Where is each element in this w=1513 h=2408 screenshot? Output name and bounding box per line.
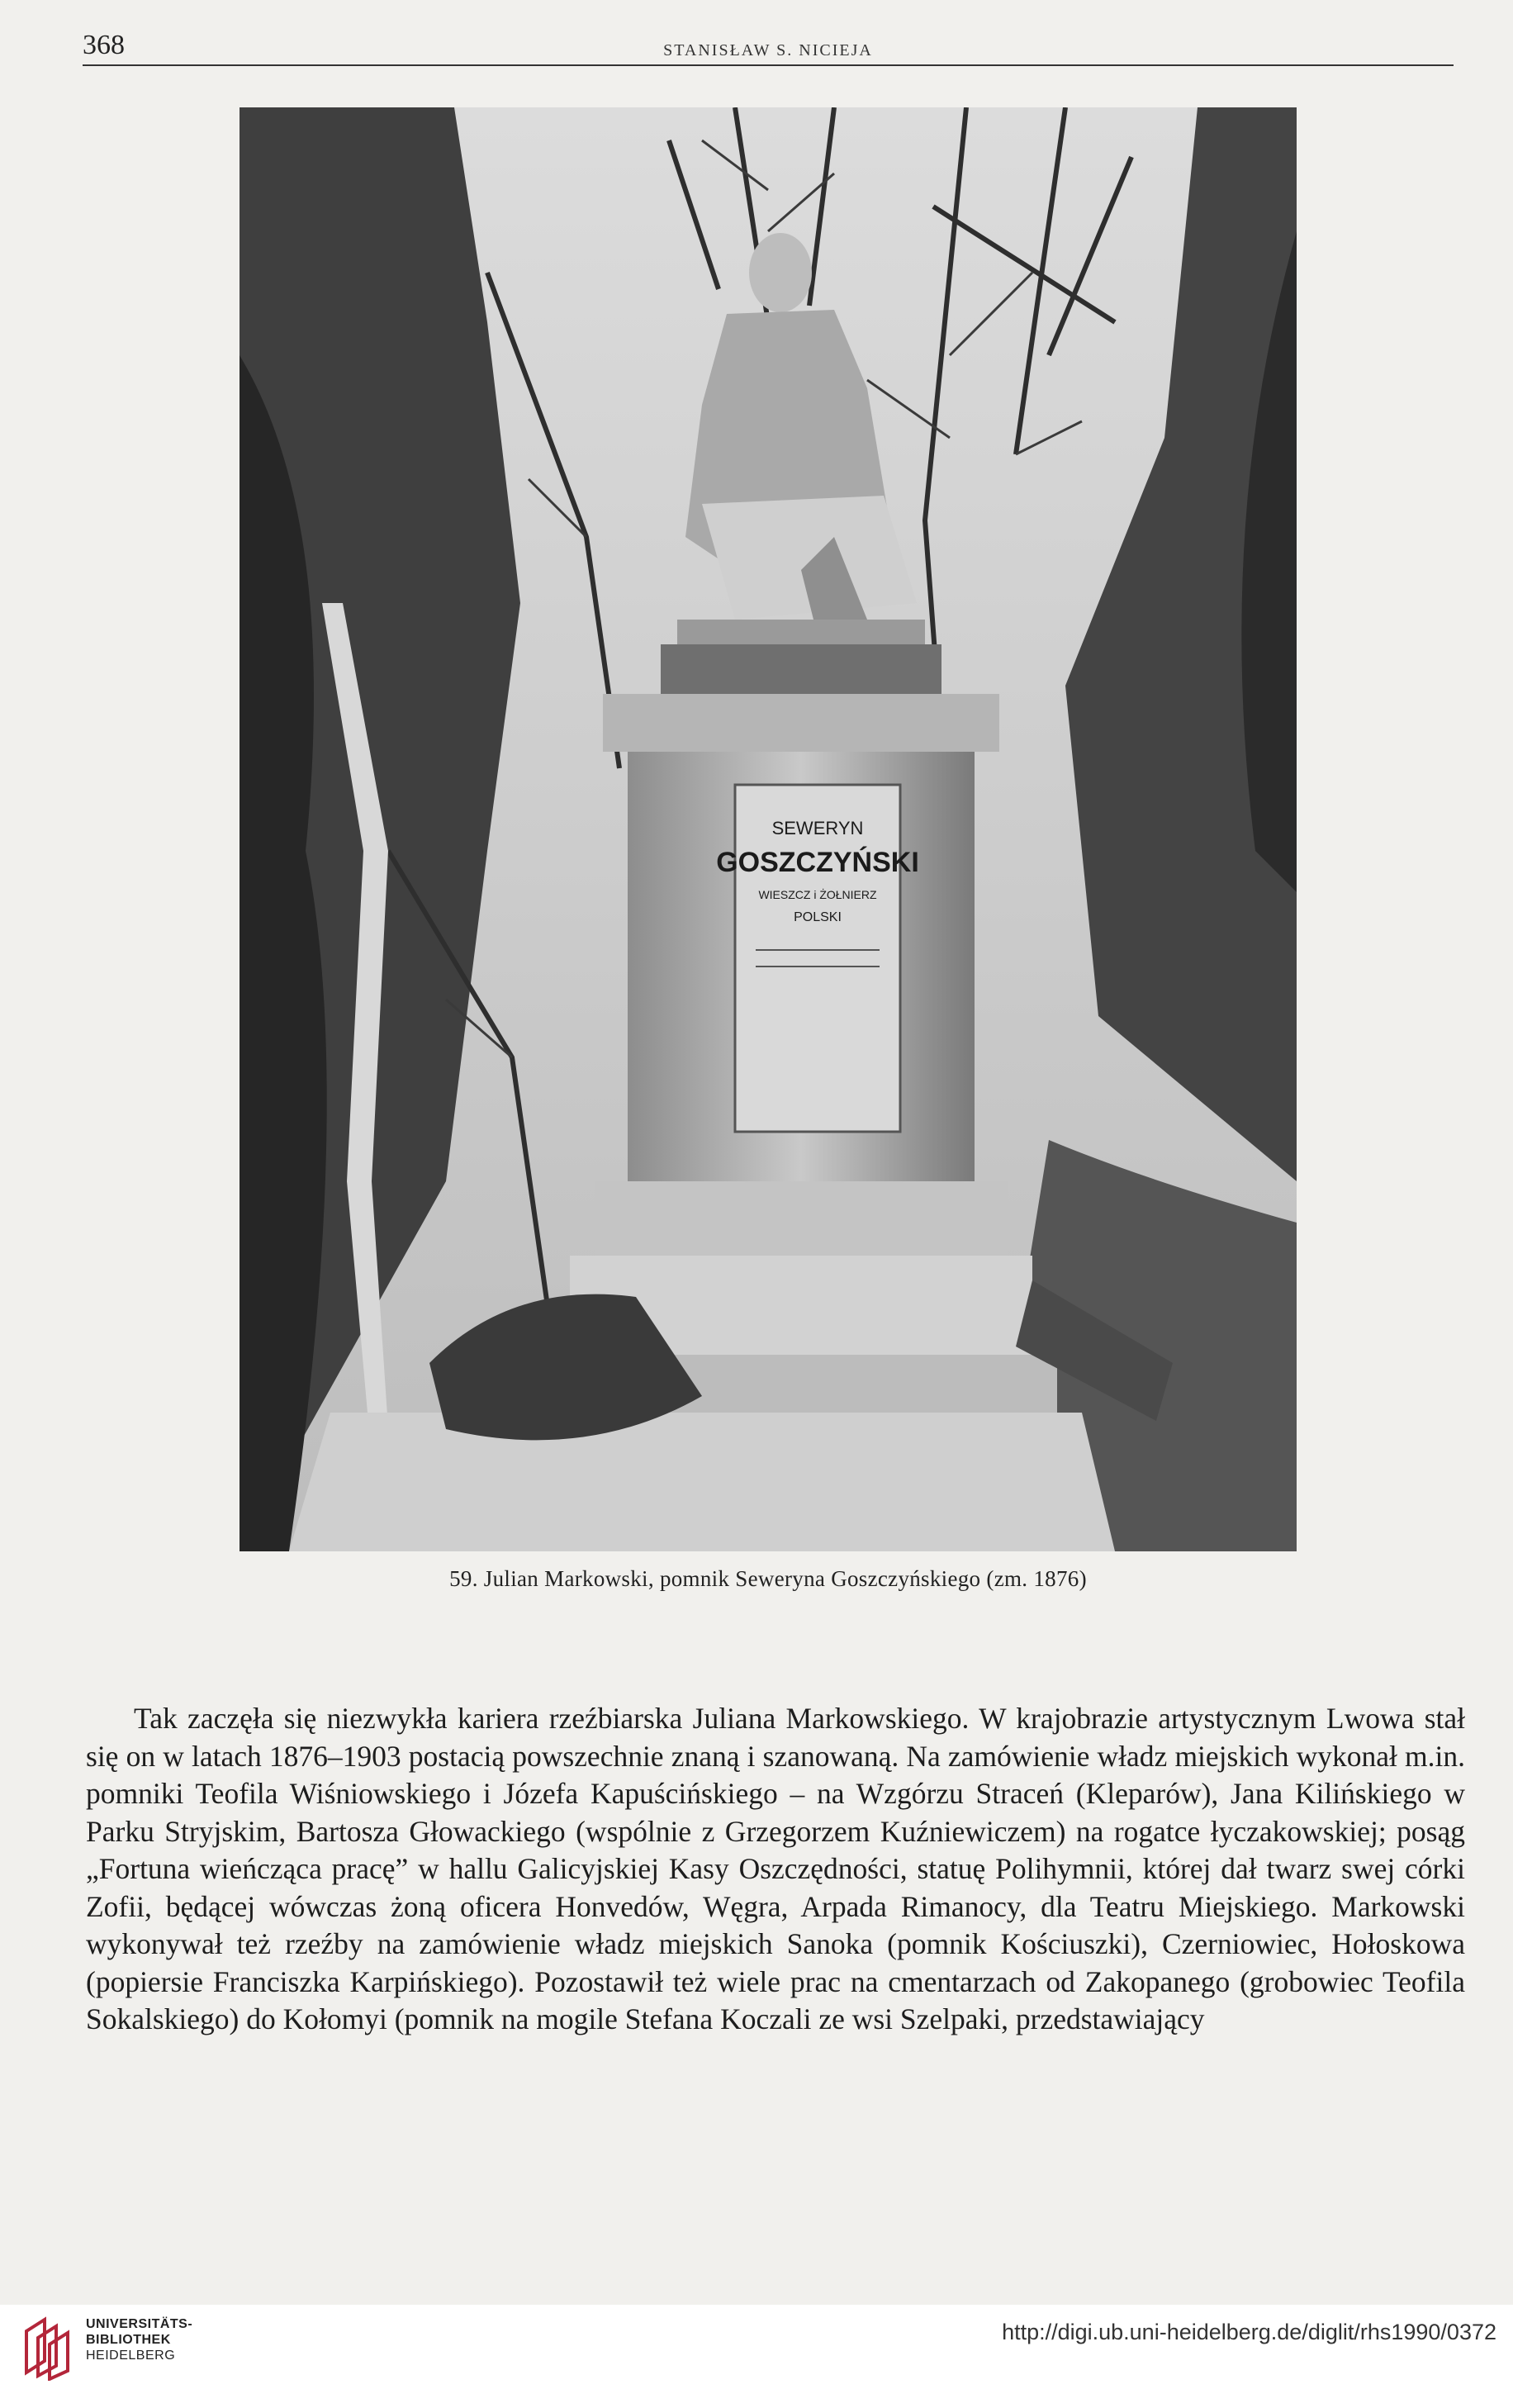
page-header [83,30,1454,68]
plaque-line-1: SEWERYN [771,818,864,838]
library-name [86,2316,192,2363]
plaque-line-3: WIESZCZ i ŻOŁNIERZ [758,888,877,901]
plaque-line-2: GOSZCZYŃSKI [716,847,919,878]
figure-caption: 59. Julian Markowski, pomnik Seweryna Goszczyńskiego (zm. 1876) [449,1566,1087,1591]
page-number: 368 [83,30,125,60]
body-text [86,1700,1465,2039]
monument-photo [240,107,1297,1551]
library-name-line-1: UNIVERSITÄTS- [86,2317,193,2331]
library-name-line-2: BIBLIOTHEK [86,2333,171,2347]
library-name-line-3: HEIDELBERG [86,2349,176,2363]
base-step [289,1413,1115,1551]
plaque-line-4: POLSKI [794,910,842,924]
header-rule [83,64,1454,66]
page-url-link[interactable]: http://digi.ub.uni-heidelberg.de/diglit/rhs1990/0372 [1002,2320,1496,2344]
running-head: STANISŁAW S. NICIEJA [663,41,873,59]
paragraph: Tak zaczęła się niezwykła kariera rzeźbiarska Juliana Markowskiego. W krajobrazie artystycznym Lwowa stał się on w latach 1876–1903 postacią powszechnie znaną i szanowaną. Na zamówienie władz miejskich wykonał m.in. pomniki Teofila Wiśniowskiego i Józefa Kapuścińskiego – na Wzgórzu Straceń (Kleparów), Jana Kilińskiego w Parku Stryjskim, Bartosza Głowackiego (wspólnie z Grzegorzem Kuźniewiczem) na rogatce łyczakowskiej; posąg „Fortuna wieńcząca pracę” w hallu Galicyjskiej Kasy Oszczędności, statuę Polihymnii, której dał twarz swej córki Zofii, będącej wówczas żoną oficera Honvedów, Węgra, Arpada Rimanocy, dla Teatru Miejskiego. Markowski wykonywał też rzeźby na zamówienie władz miejskich Sanoka (pomnik Kościuszki), Czerniowiec, Hołoskowa (popiersie Franciszka Karpińskiego). Pozostawił też wiele prac na cmentarzach od Zakopanego (grobowiec Teofila Sokalskiego) do Kołomyi (pomnik na mogile Stefana Koczali ze wsi Szelpaki, przedstawiający [86,1702,1465,2035]
library-logo-icon [20,2315,76,2381]
footer [0,2305,1513,2408]
monument-illustration [240,107,1297,1551]
